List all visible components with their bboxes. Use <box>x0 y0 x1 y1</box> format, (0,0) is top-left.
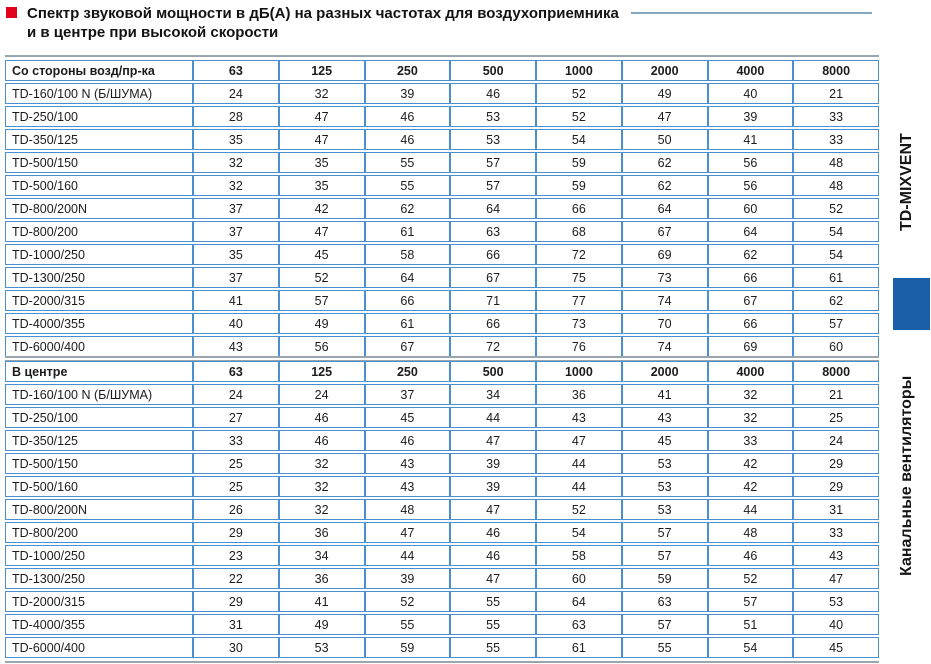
table-row <box>5 384 879 405</box>
frequency-header-cell: 2000 <box>622 361 708 382</box>
value-cell: 46 <box>279 430 365 451</box>
value-cell: 46 <box>279 407 365 428</box>
table-row <box>5 106 879 127</box>
value-cell: 24 <box>793 430 879 451</box>
value-cell: 33 <box>793 522 879 543</box>
value-cell: 59 <box>622 568 708 589</box>
frequency-header-cell: 8000 <box>793 361 879 382</box>
model-name-cell: TD-1000/250 <box>5 545 193 566</box>
value-cell: 43 <box>622 407 708 428</box>
value-cell: 42 <box>708 453 794 474</box>
value-cell: 52 <box>536 106 622 127</box>
value-cell: 46 <box>365 430 451 451</box>
value-cell: 31 <box>793 499 879 520</box>
table-header-row <box>5 60 879 81</box>
value-cell: 22 <box>193 568 279 589</box>
value-cell: 57 <box>622 522 708 543</box>
table-row <box>5 290 879 311</box>
model-name-cell: TD-160/100 N (Б/ШУМА) <box>5 83 193 104</box>
model-name-cell: TD-4000/355 <box>5 313 193 334</box>
frequency-header-cell: 63 <box>193 60 279 81</box>
value-cell: 46 <box>708 545 794 566</box>
value-cell: 44 <box>450 407 536 428</box>
value-cell: 63 <box>622 591 708 612</box>
model-name-cell: TD-500/160 <box>5 476 193 497</box>
value-cell: 61 <box>365 313 451 334</box>
value-cell: 32 <box>193 175 279 196</box>
value-cell: 53 <box>622 476 708 497</box>
value-cell: 47 <box>279 221 365 242</box>
value-cell: 54 <box>708 637 794 658</box>
value-cell: 66 <box>536 198 622 219</box>
value-cell: 61 <box>793 267 879 288</box>
value-cell: 25 <box>793 407 879 428</box>
value-cell: 35 <box>279 152 365 173</box>
value-cell: 57 <box>622 545 708 566</box>
model-name-cell: TD-350/125 <box>5 129 193 150</box>
value-cell: 62 <box>622 152 708 173</box>
value-cell: 25 <box>193 476 279 497</box>
value-cell: 40 <box>793 614 879 635</box>
value-cell: 24 <box>279 384 365 405</box>
table-row <box>5 221 879 242</box>
model-name-cell: TD-800/200N <box>5 198 193 219</box>
value-cell: 32 <box>279 453 365 474</box>
value-cell: 41 <box>193 290 279 311</box>
value-cell: 66 <box>450 313 536 334</box>
value-cell: 71 <box>450 290 536 311</box>
value-cell: 60 <box>536 568 622 589</box>
value-cell: 34 <box>450 384 536 405</box>
value-cell: 53 <box>622 499 708 520</box>
value-cell: 33 <box>793 106 879 127</box>
value-cell: 44 <box>365 545 451 566</box>
frequency-header-cell: 4000 <box>708 60 794 81</box>
value-cell: 56 <box>708 152 794 173</box>
model-name-cell: TD-800/200 <box>5 522 193 543</box>
sound-power-table-inlet-side <box>5 58 879 359</box>
value-cell: 30 <box>193 637 279 658</box>
value-cell: 34 <box>279 545 365 566</box>
value-cell: 32 <box>708 384 794 405</box>
value-cell: 32 <box>193 152 279 173</box>
table-row <box>5 545 879 566</box>
value-cell: 47 <box>365 522 451 543</box>
table-row <box>5 476 879 497</box>
model-name-cell: TD-250/100 <box>5 407 193 428</box>
table-row <box>5 313 879 334</box>
value-cell: 67 <box>708 290 794 311</box>
frequency-header-cell: 125 <box>279 361 365 382</box>
frequency-header-cell: 63 <box>193 361 279 382</box>
value-cell: 37 <box>193 267 279 288</box>
section-title-block <box>6 4 876 42</box>
value-cell: 52 <box>279 267 365 288</box>
frequency-header-cell: 125 <box>279 60 365 81</box>
value-cell: 57 <box>279 290 365 311</box>
value-cell: 59 <box>536 152 622 173</box>
value-cell: 52 <box>793 198 879 219</box>
value-cell: 53 <box>450 129 536 150</box>
value-cell: 49 <box>279 614 365 635</box>
model-name-cell: TD-500/150 <box>5 152 193 173</box>
table-row <box>5 591 879 612</box>
value-cell: 33 <box>193 430 279 451</box>
value-cell: 66 <box>365 290 451 311</box>
frequency-header-cell: 250 <box>365 361 451 382</box>
value-cell: 55 <box>450 591 536 612</box>
value-cell: 35 <box>279 175 365 196</box>
value-cell: 62 <box>793 290 879 311</box>
value-cell: 46 <box>365 106 451 127</box>
value-cell: 57 <box>622 614 708 635</box>
model-name-cell: TD-800/200 <box>5 221 193 242</box>
value-cell: 47 <box>622 106 708 127</box>
value-cell: 68 <box>536 221 622 242</box>
value-cell: 36 <box>279 522 365 543</box>
value-cell: 39 <box>450 476 536 497</box>
table-row <box>5 614 879 635</box>
table-row <box>5 267 879 288</box>
value-cell: 32 <box>279 499 365 520</box>
value-cell: 37 <box>193 221 279 242</box>
value-cell: 63 <box>450 221 536 242</box>
value-cell: 72 <box>450 336 536 357</box>
table-row <box>5 175 879 196</box>
value-cell: 52 <box>536 499 622 520</box>
value-cell: 74 <box>622 290 708 311</box>
table-row <box>5 336 879 357</box>
value-cell: 47 <box>450 499 536 520</box>
value-cell: 29 <box>193 522 279 543</box>
value-cell: 53 <box>279 637 365 658</box>
model-name-cell: TD-1300/250 <box>5 568 193 589</box>
value-cell: 74 <box>622 336 708 357</box>
value-cell: 63 <box>536 614 622 635</box>
value-cell: 29 <box>793 453 879 474</box>
table-row <box>5 83 879 104</box>
value-cell: 60 <box>708 198 794 219</box>
value-cell: 37 <box>193 198 279 219</box>
table-header-row <box>5 361 879 382</box>
value-cell: 39 <box>365 568 451 589</box>
value-cell: 64 <box>450 198 536 219</box>
value-cell: 45 <box>622 430 708 451</box>
value-cell: 62 <box>365 198 451 219</box>
value-cell: 64 <box>622 198 708 219</box>
value-cell: 62 <box>622 175 708 196</box>
value-cell: 64 <box>708 221 794 242</box>
value-cell: 58 <box>365 244 451 265</box>
value-cell: 36 <box>536 384 622 405</box>
value-cell: 42 <box>708 476 794 497</box>
value-cell: 46 <box>450 83 536 104</box>
table-row <box>5 499 879 520</box>
value-cell: 46 <box>365 129 451 150</box>
value-cell: 69 <box>708 336 794 357</box>
value-cell: 40 <box>193 313 279 334</box>
value-cell: 51 <box>708 614 794 635</box>
frequency-header-cell: 250 <box>365 60 451 81</box>
value-cell: 39 <box>708 106 794 127</box>
model-name-cell: TD-160/100 N (Б/ШУМА) <box>5 384 193 405</box>
table-row <box>5 407 879 428</box>
value-cell: 29 <box>793 476 879 497</box>
model-name-cell: TD-500/150 <box>5 453 193 474</box>
table-row <box>5 637 879 658</box>
value-cell: 57 <box>450 152 536 173</box>
value-cell: 45 <box>365 407 451 428</box>
value-cell: 76 <box>536 336 622 357</box>
table-inlet-side-wrapper <box>5 55 879 362</box>
value-cell: 37 <box>365 384 451 405</box>
value-cell: 67 <box>365 336 451 357</box>
value-cell: 67 <box>450 267 536 288</box>
value-cell: 53 <box>450 106 536 127</box>
value-cell: 21 <box>793 83 879 104</box>
model-name-cell: TD-6000/400 <box>5 637 193 658</box>
value-cell: 42 <box>279 198 365 219</box>
value-cell: 35 <box>193 129 279 150</box>
value-cell: 44 <box>536 476 622 497</box>
section-title-line1: Спектр звуковой мощности в дБ(А) на разных частотах для воздухоприемника <box>27 5 619 22</box>
value-cell: 57 <box>450 175 536 196</box>
value-cell: 56 <box>708 175 794 196</box>
value-cell: 66 <box>708 267 794 288</box>
value-cell: 55 <box>622 637 708 658</box>
value-cell: 54 <box>793 244 879 265</box>
sidebar-series-label: TD-MIXVENT <box>898 133 915 231</box>
value-cell: 25 <box>193 453 279 474</box>
table-row <box>5 152 879 173</box>
model-name-cell: TD-250/100 <box>5 106 193 127</box>
value-cell: 44 <box>708 499 794 520</box>
frequency-header-cell: 500 <box>450 361 536 382</box>
value-cell: 46 <box>450 522 536 543</box>
value-cell: 28 <box>193 106 279 127</box>
model-name-cell: TD-500/160 <box>5 175 193 196</box>
value-cell: 56 <box>279 336 365 357</box>
value-cell: 33 <box>793 129 879 150</box>
value-cell: 52 <box>536 83 622 104</box>
value-cell: 54 <box>793 221 879 242</box>
red-square-bullet-icon <box>6 7 17 18</box>
value-cell: 41 <box>622 384 708 405</box>
value-cell: 45 <box>793 637 879 658</box>
value-cell: 72 <box>536 244 622 265</box>
value-cell: 48 <box>793 175 879 196</box>
model-name-cell: TD-1300/250 <box>5 267 193 288</box>
value-cell: 32 <box>708 407 794 428</box>
table-corner-label: Со стороны возд/пр-ка <box>5 60 193 81</box>
value-cell: 70 <box>622 313 708 334</box>
value-cell: 57 <box>708 591 794 612</box>
table-row <box>5 568 879 589</box>
sidebar-blue-square-marker <box>893 278 930 330</box>
model-name-cell: TD-350/125 <box>5 430 193 451</box>
value-cell: 53 <box>622 453 708 474</box>
table-row <box>5 453 879 474</box>
value-cell: 66 <box>708 313 794 334</box>
value-cell: 39 <box>365 83 451 104</box>
value-cell: 43 <box>365 476 451 497</box>
value-cell: 55 <box>365 175 451 196</box>
value-cell: 47 <box>279 106 365 127</box>
value-cell: 54 <box>536 129 622 150</box>
value-cell: 59 <box>365 637 451 658</box>
value-cell: 69 <box>622 244 708 265</box>
value-cell: 44 <box>536 453 622 474</box>
value-cell: 60 <box>793 336 879 357</box>
value-cell: 49 <box>279 313 365 334</box>
value-cell: 58 <box>536 545 622 566</box>
table-row <box>5 522 879 543</box>
table-row <box>5 129 879 150</box>
value-cell: 46 <box>450 545 536 566</box>
sidebar-category-label: Канальные вентиляторы <box>898 375 915 577</box>
value-cell: 32 <box>279 476 365 497</box>
value-cell: 48 <box>365 499 451 520</box>
model-name-cell: TD-2000/315 <box>5 290 193 311</box>
value-cell: 43 <box>793 545 879 566</box>
value-cell: 26 <box>193 499 279 520</box>
value-cell: 45 <box>279 244 365 265</box>
model-name-cell: TD-4000/355 <box>5 614 193 635</box>
value-cell: 27 <box>193 407 279 428</box>
frequency-header-cell: 2000 <box>622 60 708 81</box>
value-cell: 41 <box>279 591 365 612</box>
value-cell: 48 <box>793 152 879 173</box>
value-cell: 59 <box>536 175 622 196</box>
value-cell: 53 <box>793 591 879 612</box>
value-cell: 66 <box>450 244 536 265</box>
value-cell: 57 <box>793 313 879 334</box>
value-cell: 47 <box>279 129 365 150</box>
model-name-cell: TD-1000/250 <box>5 244 193 265</box>
value-cell: 50 <box>622 129 708 150</box>
value-cell: 48 <box>708 522 794 543</box>
value-cell: 43 <box>536 407 622 428</box>
value-cell: 41 <box>708 129 794 150</box>
value-cell: 55 <box>450 637 536 658</box>
value-cell: 75 <box>536 267 622 288</box>
value-cell: 36 <box>279 568 365 589</box>
value-cell: 64 <box>536 591 622 612</box>
value-cell: 43 <box>365 453 451 474</box>
table-row <box>5 198 879 219</box>
title-rule-line <box>631 12 872 14</box>
value-cell: 49 <box>622 83 708 104</box>
value-cell: 47 <box>450 568 536 589</box>
value-cell: 31 <box>193 614 279 635</box>
frequency-header-cell: 4000 <box>708 361 794 382</box>
model-name-cell: TD-6000/400 <box>5 336 193 357</box>
value-cell: 47 <box>793 568 879 589</box>
value-cell: 61 <box>536 637 622 658</box>
value-cell: 43 <box>193 336 279 357</box>
value-cell: 52 <box>365 591 451 612</box>
value-cell: 40 <box>708 83 794 104</box>
section-title-line2: и в центре при высокой скорости <box>27 24 279 41</box>
value-cell: 52 <box>708 568 794 589</box>
value-cell: 73 <box>622 267 708 288</box>
value-cell: 77 <box>536 290 622 311</box>
value-cell: 55 <box>365 614 451 635</box>
frequency-header-cell: 500 <box>450 60 536 81</box>
value-cell: 61 <box>365 221 451 242</box>
value-cell: 55 <box>450 614 536 635</box>
value-cell: 29 <box>193 591 279 612</box>
model-name-cell: TD-2000/315 <box>5 591 193 612</box>
value-cell: 67 <box>622 221 708 242</box>
table-centre-wrapper <box>5 356 879 663</box>
sound-power-table-centre <box>5 359 879 660</box>
value-cell: 24 <box>193 384 279 405</box>
model-name-cell: TD-800/200N <box>5 499 193 520</box>
table-row <box>5 430 879 451</box>
table-corner-label: В центре <box>5 361 193 382</box>
value-cell: 55 <box>365 152 451 173</box>
value-cell: 47 <box>450 430 536 451</box>
value-cell: 24 <box>193 83 279 104</box>
value-cell: 21 <box>793 384 879 405</box>
value-cell: 32 <box>279 83 365 104</box>
value-cell: 39 <box>450 453 536 474</box>
value-cell: 33 <box>708 430 794 451</box>
frequency-header-cell: 8000 <box>793 60 879 81</box>
value-cell: 47 <box>536 430 622 451</box>
value-cell: 23 <box>193 545 279 566</box>
value-cell: 73 <box>536 313 622 334</box>
frequency-header-cell: 1000 <box>536 60 622 81</box>
value-cell: 54 <box>536 522 622 543</box>
value-cell: 62 <box>708 244 794 265</box>
value-cell: 64 <box>365 267 451 288</box>
frequency-header-cell: 1000 <box>536 361 622 382</box>
table-row <box>5 244 879 265</box>
value-cell: 35 <box>193 244 279 265</box>
